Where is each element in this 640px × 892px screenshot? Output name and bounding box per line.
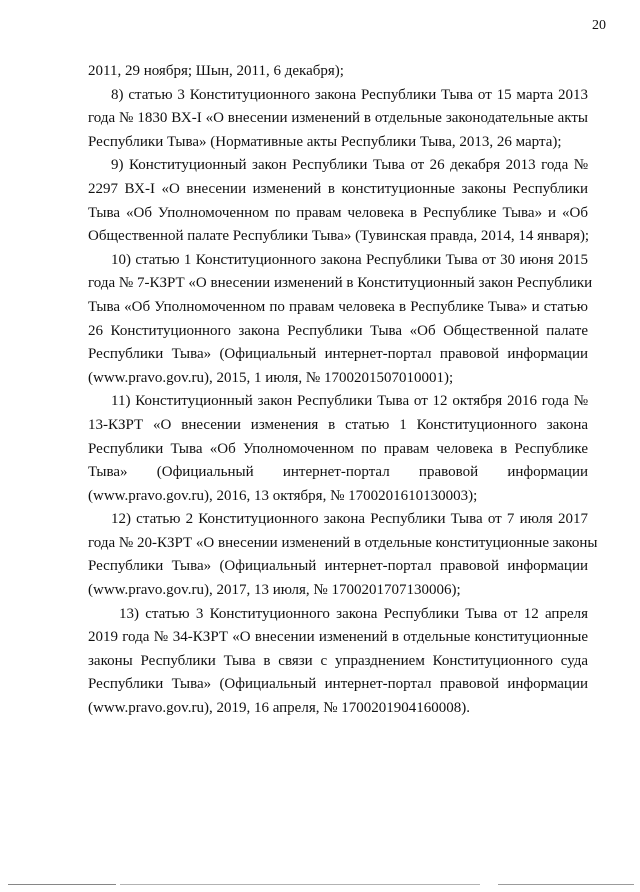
paragraph-line: года № 20-КЗРТ «О внесении изменений в отдельные конституционные законы: [88, 534, 598, 551]
paragraph-line: законы Республики Тыва в связи с упразднением Конституционного суда: [88, 652, 588, 669]
paragraph-line: Тыва» (Официальный интернет-портал правовой информации: [88, 464, 588, 481]
paragraph-line: 12) статью 2 Конституционного закона Республики Тыва от 7 июля 2017: [111, 511, 588, 528]
paragraph-line: (www.pravo.gov.ru), 2019, 16 апреля, № 1700201904160008).: [88, 700, 471, 717]
scan-edge-line: [498, 884, 634, 885]
scan-edge-line: [120, 884, 480, 885]
paragraph-line: 13-КЗРТ «О внесении изменения в статью 1 Конституционного закона: [88, 416, 588, 433]
paragraph-line: (www.pravo.gov.ru), 2017, 13 июля, № 1700201707130006);: [88, 582, 461, 599]
paragraph-line: 2011, 29 ноября; Шын, 2011, 6 декабря);: [88, 63, 344, 79]
document-body: [88, 60, 598, 721]
paragraph-line: Республики Тыва» (Официальный интернет-портал правовой информации: [88, 346, 588, 363]
paragraph-line: 10) статью 1 Конституционного закона Республики Тыва от 30 июня 2015: [111, 251, 588, 268]
paragraph-line: 26 Конституционного закона Республики Тыва «Об Общественной палате: [88, 322, 588, 339]
paragraph-line: 11) Конституционный закон Республики Тыва от 12 октября 2016 года №: [111, 393, 588, 410]
paragraph-line: года № 7-КЗРТ «О внесении изменений в Конституционный закон Республики: [88, 275, 593, 292]
paragraph-line: Тыва «Об Уполномоченном по правам человека в Республике Тыва» и «Об: [88, 204, 588, 221]
page-number: 20: [592, 18, 606, 33]
paragraph-line: Республики Тыва «Об Уполномоченном по правам человека в Республике: [88, 440, 588, 457]
paragraph-line: 2297 ВХ-I «О внесении изменений в конституционные законы Республики: [88, 180, 588, 197]
paragraph-line: 9) Конституционный закон Республики Тыва от 26 декабря 2013 года №: [111, 157, 588, 174]
paragraph-line: года № 1830 ВХ-I «О внесении изменений в отдельные законодательные акты: [88, 110, 588, 127]
paragraph-line: Республики Тыва» (Официальный интернет-портал правовой информации: [88, 558, 588, 575]
paragraph-line: Республики Тыва» (Нормативные акты Республики Тыва, 2013, 26 марта);: [88, 133, 562, 150]
paragraph-line: 8) статью 3 Конституционного закона Республики Тыва от 15 марта 2013: [111, 86, 588, 103]
paragraph-line: Республики Тыва» (Официальный интернет-портал правовой информации: [88, 676, 588, 693]
paragraph-line: 13) статью 3 Конституционного закона Республики Тыва от 12 апреля: [119, 605, 588, 622]
paragraph-line: Общественной палате Республики Тыва» (Тувинская правда, 2014, 14 января);: [88, 228, 590, 245]
paragraph-line: (www.pravo.gov.ru), 2015, 1 июля, № 1700201507010001);: [88, 369, 454, 386]
paragraph-line: 2019 года № 34-КЗРТ «О внесении изменений в отдельные конституционные: [88, 629, 588, 646]
paragraph-line: (www.pravo.gov.ru), 2016, 13 октября, № 1700201610130003);: [88, 487, 478, 504]
paragraph-line: Тыва «Об Уполномоченном по правам человека в Республике Тыва» и статью: [88, 298, 588, 315]
scan-edge-line: [8, 884, 116, 885]
